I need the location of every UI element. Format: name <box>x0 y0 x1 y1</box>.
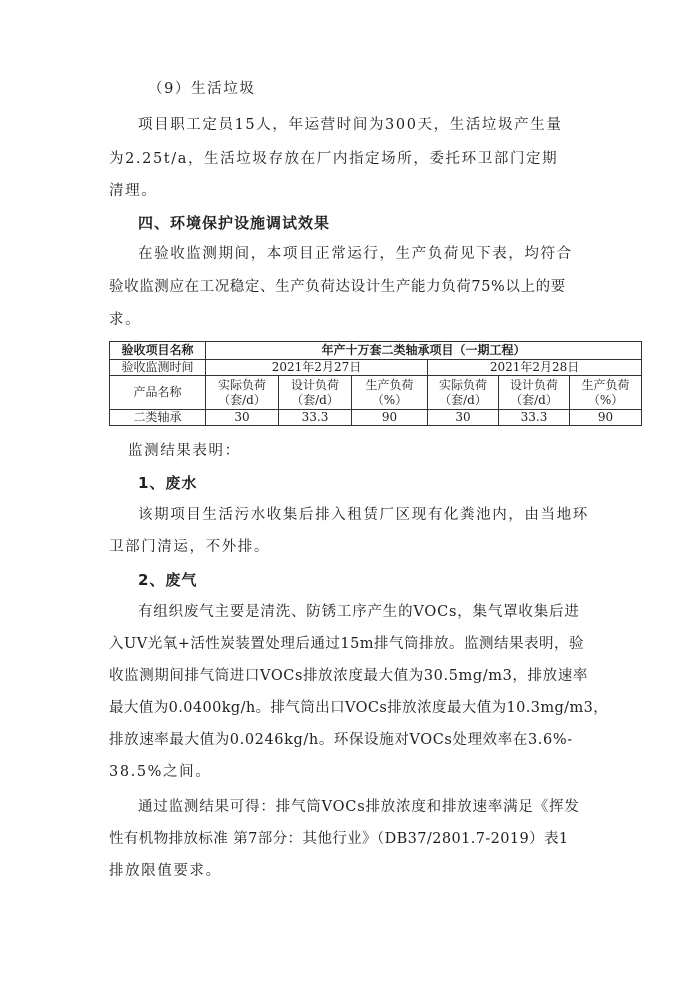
paragraph-line: 通过监测结果可得：排气筒VOCs排放浓度和排放速率满足《挥发 <box>138 799 580 815</box>
table-cell: 90 <box>570 410 642 426</box>
table-column-header: 设计负荷 （套/d） <box>279 376 352 410</box>
paragraph-line: 为2.25t/a，生活垃圾存放在厂内指定场所，委托环卫部门定期 <box>109 151 559 167</box>
production-load-table <box>109 341 642 426</box>
table-project-name: 年产十万套二类轴承项目（一期工程） <box>206 342 642 360</box>
table-column-header: 设计负荷 （套/d） <box>499 376 570 410</box>
table-row <box>110 376 642 410</box>
paragraph-line: 项目职工定员15人，年运营时间为300天，生活垃圾产生量 <box>138 117 563 133</box>
section-9-title: （9）生活垃圾 <box>148 81 256 97</box>
paragraph-line: 性有机物排放标准 第7部分：其他行业》（DB37/2801.7-2019）表1 <box>109 831 569 847</box>
table-column-header: 生产负荷 （%） <box>352 376 428 410</box>
paragraph-line: 求。 <box>109 312 142 328</box>
exhaust-title: 2、废气 <box>138 571 198 589</box>
paragraph-line: 收监测期间排气筒进口VOCs排放浓度最大值为30.5mg/m3，排放速率 <box>109 668 588 684</box>
table-product-label: 产品名称 <box>110 376 206 410</box>
paragraph-line: 清理。 <box>109 183 158 199</box>
paragraph-line: 在验收监测期间，本项目正常运行，生产负荷见下表，均符合 <box>138 246 573 262</box>
wastewater-title: 1、废水 <box>138 474 198 492</box>
paragraph-line: 有组织废气主要是清洗、防锈工序产生的VOCs，集气罩收集后进 <box>138 604 580 620</box>
table-row <box>110 360 642 376</box>
paragraph-line: 入UV光氧+活性炭装置处理后通过15m排气筒排放。监测结果表明，验 <box>109 636 585 652</box>
paragraph-line: 排放速率最大值为0.0246kg/h。环保设施对VOCs处理效率在3.6%- <box>109 732 573 748</box>
table-cell: 90 <box>352 410 428 426</box>
table-date-1: 2021年2月27日 <box>206 360 428 376</box>
table-cell: 33.3 <box>499 410 570 426</box>
table-row <box>110 410 642 426</box>
table-column-header: 实际负荷 （套/d） <box>206 376 279 410</box>
section-4-title: 四、环境保护设施调试效果 <box>138 214 331 232</box>
result-intro: 监测结果表明： <box>128 443 241 459</box>
table-cell: 33.3 <box>279 410 352 426</box>
paragraph-line: 最大值为0.0400kg/h。排气筒出口VOCs排放浓度最大值为10.3mg/m3， <box>109 700 609 716</box>
paragraph-line: 验收监测应在工况稳定、生产负荷达设计生产能力负荷75%以上的要 <box>109 279 566 295</box>
paragraph-line: 该期项目生活污水收集后排入租赁厂区现有化粪池内，由当地环 <box>138 507 589 523</box>
paragraph-line: 38.5%之间。 <box>109 764 212 780</box>
table-period-label: 验收监测时间 <box>110 360 206 376</box>
table-date-2: 2021年2月28日 <box>428 360 642 376</box>
table-header-project-label: 验收项目名称 <box>110 342 206 360</box>
table-cell: 30 <box>206 410 279 426</box>
paragraph-line: 排放限值要求。 <box>109 863 222 879</box>
table-column-header: 实际负荷 （套/d） <box>428 376 499 410</box>
table-row <box>110 342 642 360</box>
paragraph-line: 卫部门清运，不外排。 <box>109 539 270 555</box>
table-column-header: 生产负荷 （%） <box>570 376 642 410</box>
table-cell-product: 二类轴承 <box>110 410 206 426</box>
table-cell: 30 <box>428 410 499 426</box>
